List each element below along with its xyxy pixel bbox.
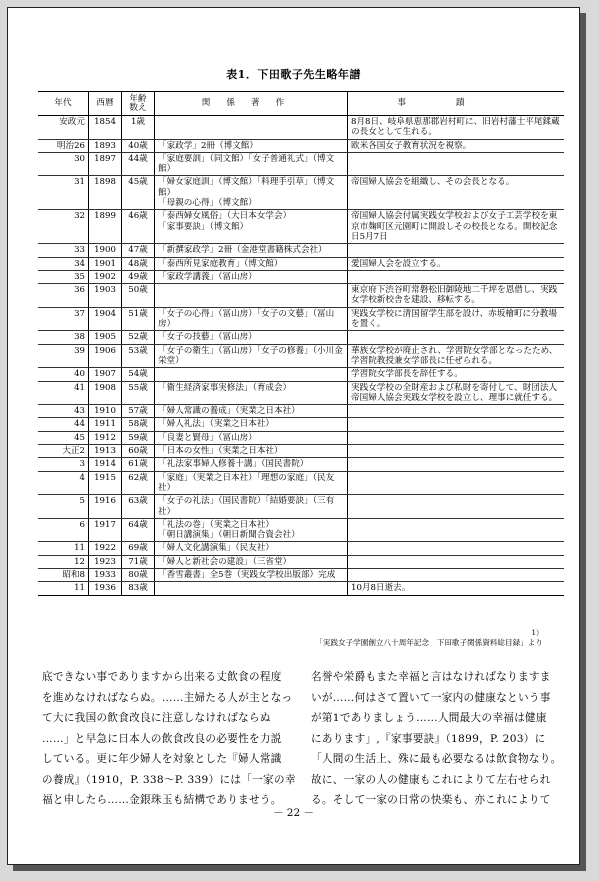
cell-events: 帝国婦人協会を組織し、その会長となる。 (348, 176, 565, 210)
body-text-right-column: 名誉や栄爵もまた幸福と言はなければなりますま いが……何はさて置いて一家内の健康なという事 が第1でありましょう……人間最大の幸福は健康 にあります」,『家事要訣』（1899，P. 203）に 「人間の生活上、殊に最も必要なるは飲食物なり。 故に、一家の人の健康もこれによりて左右せられ る。そして一家の日常の快楽も、亦これによりて (311, 671, 562, 806)
cell-era: 37 (38, 307, 89, 331)
cell-age: 64歳 (122, 518, 155, 542)
cell-events: 東京府下渋谷町常磐松旧御陵地二千坪を恩借し、実践女学校新校舎を建設、移転する。 (348, 284, 565, 308)
cell-events (348, 471, 565, 495)
cell-works: 「女子の礼法」（国民書院）「結婚要訣」（三有社） (155, 495, 348, 519)
table-row (38, 244, 564, 257)
cell-works: 「香雪叢書」全5巻（実践女学校出版部）完成 (155, 568, 348, 581)
cell-works: 「婦人常識の養成」（実業之日本社） (155, 405, 348, 418)
cell-events (348, 152, 565, 176)
cell-age: 1歳 (122, 116, 155, 140)
cell-works: 「泰西婦女風俗」（大日本女学会） 「家事要訣」（博文館） (155, 210, 348, 244)
cell-era: 35 (38, 270, 89, 283)
cell-events (348, 405, 565, 418)
table-row (38, 257, 564, 270)
cell-events: 10月8日逝去。 (348, 582, 565, 595)
cell-works: 「家政学」2冊（博文館） (155, 139, 348, 152)
cell-era: 38 (38, 331, 89, 344)
cell-works: 「婦人文化講演集」（民友社） (155, 542, 348, 555)
cell-age: 40歳 (122, 139, 155, 152)
cell-era: 44 (38, 418, 89, 431)
table-row (38, 445, 564, 458)
table-row (38, 518, 564, 542)
cell-age: 80歳 (122, 568, 155, 581)
cell-era: 43 (38, 405, 89, 418)
cell-works (155, 582, 348, 595)
document-page (7, 7, 580, 865)
cell-works: 「泰西所見家庭教育」（博文館） (155, 257, 348, 270)
cell-age: 59歳 (122, 431, 155, 444)
cell-year: 1936 (89, 582, 122, 595)
table-row (38, 152, 564, 176)
table-row (38, 344, 564, 368)
cell-events: 帝国婦人協会付属実践女学校および女子工芸学校を東京市麹町区元園町に開設しその校長となる。開校記念日5月7日 (348, 210, 565, 244)
cell-events (348, 555, 565, 568)
cell-year: 1911 (89, 418, 122, 431)
cell-works: 「家庭」（実業之日本社）「理想の家庭」（民友社） (155, 471, 348, 495)
cell-era: 34 (38, 257, 89, 270)
cell-works: 「良妻と賢母」（冨山房） (155, 431, 348, 444)
cell-year: 1916 (89, 495, 122, 519)
cell-age: 62歳 (122, 471, 155, 495)
body-text-left-column: 底できない事でありますから出来る丈飲食の程度 を進めなければならぬ。……主婦たる人が主となっ て大に我国の飲食改良に注意しなければならぬ ……」と早急に日本人の飲食改良の必要性を力説 している。更に年少婦人を対象とした『婦人常識 の養成』（1910，P. 338～P. 339）には「一家の幸 福と申したら……金銀珠玉も結構でありませう。 (42, 671, 296, 806)
header-works: 関係著作 (155, 92, 348, 116)
cell-era: 39 (38, 344, 89, 368)
table-row (38, 418, 564, 431)
cell-year: 1908 (89, 381, 122, 405)
cell-works: 「女子の技藝」（冨山房） (155, 331, 348, 344)
cell-age: 51歳 (122, 307, 155, 331)
cell-year: 1854 (89, 116, 122, 140)
table-row (38, 284, 564, 308)
cell-year: 1906 (89, 344, 122, 368)
table-row (38, 368, 564, 381)
cell-age: 55歳 (122, 381, 155, 405)
table-row (38, 116, 564, 140)
table-row (38, 405, 564, 418)
cell-age: 50歳 (122, 284, 155, 308)
cell-year: 1893 (89, 139, 122, 152)
cell-works: 「礼法家事婦人修養十講」（国民書院） (155, 458, 348, 471)
cell-age: 47歳 (122, 244, 155, 257)
footnote-marker: 1） (531, 629, 543, 637)
cell-era: 4 (38, 471, 89, 495)
header-events: 事蹟 (348, 92, 565, 116)
cell-year: 1914 (89, 458, 122, 471)
cell-age: 57歳 (122, 405, 155, 418)
cell-year: 1915 (89, 471, 122, 495)
cell-events: 8月8日、岐阜県恵那郡岩村町に、旧岩村藩士平尾鍒蔵の長女として生れる。 (348, 116, 565, 140)
cell-events (348, 542, 565, 555)
cell-works: 「衛生経済家事実修法」（育成会） (155, 381, 348, 405)
cell-works: 「家政学講義」（冨山房） (155, 270, 348, 283)
chronology-table (38, 91, 564, 596)
cell-age: 49歳 (122, 270, 155, 283)
cell-era: 明治26 (38, 139, 89, 152)
cell-events (348, 331, 565, 344)
cell-year: 1900 (89, 244, 122, 257)
cell-works (155, 284, 348, 308)
cell-age: 44歳 (122, 152, 155, 176)
cell-year: 1907 (89, 368, 122, 381)
cell-age: 63歳 (122, 495, 155, 519)
table-row (38, 471, 564, 495)
table-row (38, 139, 564, 152)
cell-works: 「婦女家庭訓」（博文館）「料理手引草」（博文館） 「母親の心得」（博文館） (155, 176, 348, 210)
cell-era: 昭和8 (38, 568, 89, 581)
cell-age: 48歳 (122, 257, 155, 270)
table-row (38, 307, 564, 331)
cell-age: 60歳 (122, 445, 155, 458)
cell-age: 83歳 (122, 582, 155, 595)
table-row (38, 542, 564, 555)
cell-works: 「婦人礼法」（実業之日本社） (155, 418, 348, 431)
cell-year: 1899 (89, 210, 122, 244)
table-body (38, 116, 564, 596)
table-row (38, 210, 564, 244)
table-row (38, 431, 564, 444)
cell-works (155, 116, 348, 140)
cell-year: 1905 (89, 331, 122, 344)
cell-year: 1910 (89, 405, 122, 418)
table-row (38, 176, 564, 210)
cell-works: 「女子の衛生」（冨山房）「女子の修養」（小川金栄堂） (155, 344, 348, 368)
cell-events: 華族女学校が廃止され、学習院女学部となったため、学習院教授兼女学部長に任ぜられる。 (348, 344, 565, 368)
source-citation (315, 628, 543, 648)
cell-year: 1913 (89, 445, 122, 458)
cell-age: 45歳 (122, 176, 155, 210)
cell-year: 1922 (89, 542, 122, 555)
cell-works: 「日本の女性」（実業之日本社） (155, 445, 348, 458)
table-row (38, 270, 564, 283)
cell-age: 71歳 (122, 555, 155, 568)
cell-events: 学習院女学部長を辞任する。 (348, 368, 565, 381)
cell-era: 3 (38, 458, 89, 471)
cell-year: 1912 (89, 431, 122, 444)
table-row (38, 381, 564, 405)
cell-year: 1903 (89, 284, 122, 308)
header-age: 年齢 数え (122, 92, 155, 116)
cell-works (155, 368, 348, 381)
cell-era: 6 (38, 518, 89, 542)
cell-age: 58歳 (122, 418, 155, 431)
cell-era: 41 (38, 381, 89, 405)
cell-year: 1897 (89, 152, 122, 176)
cell-events: 実践女学校に清国留学生部を設け、赤坂檜町に分教場を置く。 (348, 307, 565, 331)
cell-works: 「新撰家政学」2冊（金港堂書籍株式会社） (155, 244, 348, 257)
cell-events (348, 445, 565, 458)
cell-events (348, 458, 565, 471)
cell-events (348, 270, 565, 283)
cell-events (348, 495, 565, 519)
cell-era: 45 (38, 431, 89, 444)
table-title: 表1．下田歌子先生略年譜 (226, 68, 361, 81)
cell-era: 安政元 (38, 116, 89, 140)
cell-era: 5 (38, 495, 89, 519)
cell-year: 1933 (89, 568, 122, 581)
cell-events (348, 244, 565, 257)
cell-era: 40 (38, 368, 89, 381)
table-row (38, 568, 564, 581)
cell-age: 61歳 (122, 458, 155, 471)
cell-year: 1902 (89, 270, 122, 283)
cell-works: 「女子の心得」（冨山房）「女子の文藝」（冨山房） (155, 307, 348, 331)
cell-year: 1923 (89, 555, 122, 568)
table-row (38, 458, 564, 471)
cell-era: 11 (38, 542, 89, 555)
table-row (38, 582, 564, 595)
cell-era: 33 (38, 244, 89, 257)
table-row (38, 495, 564, 519)
cell-era: 36 (38, 284, 89, 308)
table-header-row (38, 92, 564, 116)
cell-era: 30 (38, 152, 89, 176)
cell-year: 1898 (89, 176, 122, 210)
cell-age: 54歳 (122, 368, 155, 381)
cell-events: 実践女学校の全財産および私財を寄付して、財団法人帝国婦人協会実践女学校を設立し、理事に就任する。 (348, 381, 565, 405)
cell-events: 愛国婦人会を設立する。 (348, 257, 565, 270)
cell-era: 11 (38, 582, 89, 595)
cell-era: 32 (38, 210, 89, 244)
table-row (38, 555, 564, 568)
cell-events (348, 431, 565, 444)
source-text: 「実践女子学園創立八十周年記念 下田歌子関係資料総目録」より (315, 638, 543, 647)
cell-works: 「婦人と新社会の建設」（三省堂） (155, 555, 348, 568)
header-year: 西暦 (89, 92, 122, 116)
cell-events: 欧米各国女子教育状況を視察。 (348, 139, 565, 152)
cell-events (348, 418, 565, 431)
cell-era: 大正2 (38, 445, 89, 458)
cell-works: 「礼法の巻」（実業之日本社） 「朝日講演集」（朝日新聞合資会社） (155, 518, 348, 542)
cell-age: 46歳 (122, 210, 155, 244)
cell-age: 69歳 (122, 542, 155, 555)
cell-year: 1904 (89, 307, 122, 331)
cell-era: 31 (38, 176, 89, 210)
cell-year: 1917 (89, 518, 122, 542)
cell-era: 12 (38, 555, 89, 568)
cell-works: 「家庭要訓」（同文館）「女子普通礼式」（博文館） (155, 152, 348, 176)
cell-events (348, 568, 565, 581)
table-row (38, 331, 564, 344)
cell-age: 53歳 (122, 344, 155, 368)
cell-age: 52歳 (122, 331, 155, 344)
cell-events (348, 518, 565, 542)
page-number: － 22 － (272, 807, 315, 819)
cell-year: 1901 (89, 257, 122, 270)
header-era: 年代 (38, 92, 89, 116)
